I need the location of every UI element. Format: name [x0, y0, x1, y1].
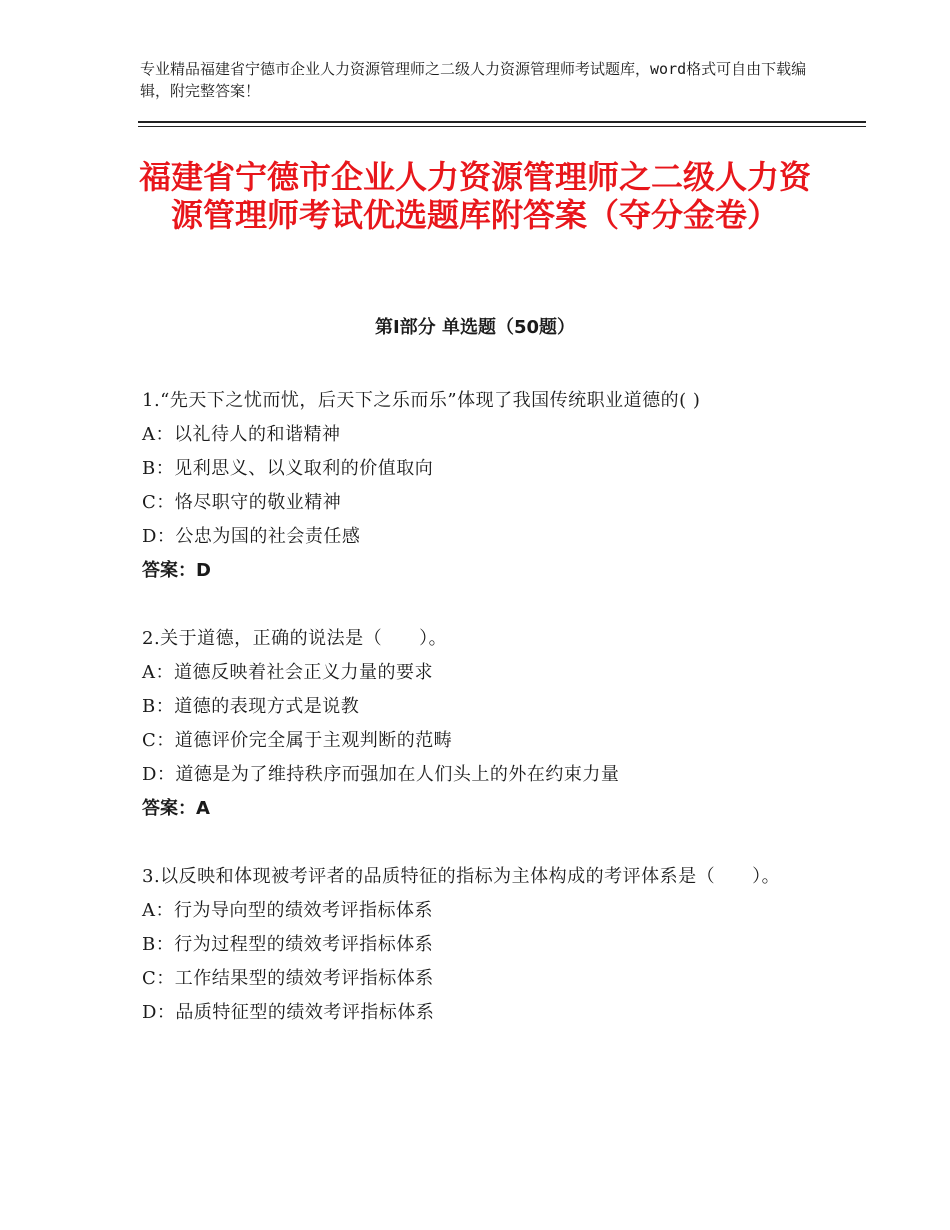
question-2 — [142, 622, 812, 826]
question-list — [142, 384, 812, 1064]
header-divider-thick — [138, 121, 866, 123]
option-a: A：行为导向型的绩效考评指标体系 — [142, 900, 433, 921]
option-b: B：道德的表现方式是说教 — [142, 696, 360, 717]
answer: 答案：D — [142, 560, 211, 581]
option-a: A：道德反映着社会正义力量的要求 — [142, 662, 433, 683]
option-d: D：公忠为国的社会责任感 — [142, 526, 361, 547]
document-title: 福建省宁德市企业人力资源管理师之二级人力资源管理师考试优选题库附答案（夺分金卷） — [138, 158, 811, 234]
answer: 答案：A — [142, 798, 210, 819]
question-stem: 3.以反映和体现被考评者的品质特征的指标为主体构成的考评体系是（ ）。 — [142, 866, 781, 887]
option-c: C：工作结果型的绩效考评指标体系 — [142, 968, 434, 989]
question-3 — [142, 860, 812, 1030]
option-d: D：道德是为了维持秩序而强加在人们头上的外在约束力量 — [142, 764, 620, 785]
question-stem: 2.关于道德，正确的说法是（ ）。 — [142, 628, 448, 649]
option-d: D：品质特征型的绩效考评指标体系 — [142, 1002, 435, 1023]
question-stem: 1.“先天下之忧而忧，后天下之乐而乐”体现了我国传统职业道德的( ) — [142, 390, 701, 411]
question-1 — [142, 384, 812, 588]
section-heading: 第Ⅰ部分 单选题（50题） — [374, 317, 575, 338]
option-b: B：行为过程型的绩效考评指标体系 — [142, 934, 434, 955]
header-divider-thin — [138, 126, 866, 127]
option-c: C：恪尽职守的敬业精神 — [142, 492, 342, 513]
option-c: C：道德评价完全属于主观判断的范畴 — [142, 730, 453, 751]
option-a: A：以礼待人的和谐精神 — [142, 424, 341, 445]
option-b: B：见利思义、以义取利的价值取向 — [142, 458, 434, 479]
header-note: 专业精品福建省宁德市企业人力资源管理师之二级人力资源管理师考试题库，word格式可自由下载编辑，附完整答案！ — [140, 60, 807, 100]
